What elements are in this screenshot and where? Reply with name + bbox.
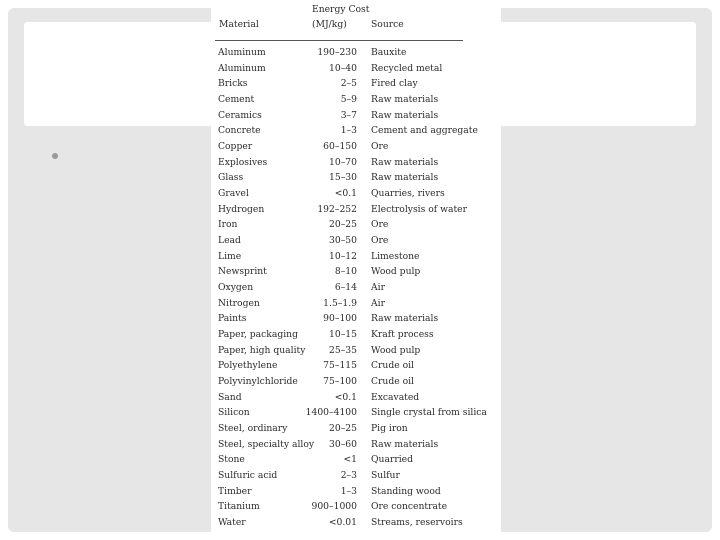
table-row: [211, 408, 501, 424]
cell-energy-cost: 10–40: [329, 62, 357, 74]
table-row: [211, 330, 501, 346]
cell-source: Single crystal from silica: [371, 407, 487, 419]
cell-energy-cost: 1–3: [340, 485, 357, 497]
cell-energy-cost: 6–14: [334, 282, 357, 294]
header-source: Source: [371, 19, 404, 30]
cell-material: Cement: [218, 94, 255, 106]
cell-source: Excavated: [371, 391, 420, 403]
cell-energy-cost: 8–10: [334, 266, 357, 278]
cell-source: Quarried: [371, 454, 413, 466]
table-row: [211, 314, 501, 330]
table-row: [211, 236, 501, 252]
table-row: [211, 518, 501, 534]
cell-energy-cost: 75–100: [323, 376, 357, 388]
cell-source: Raw materials: [371, 109, 439, 121]
cell-material: Paints: [218, 313, 247, 325]
cell-material: Timber: [218, 485, 252, 497]
table-row: [211, 455, 501, 471]
cell-energy-cost: 192–252: [317, 203, 357, 215]
cell-energy-cost: 1400–4100: [305, 407, 357, 419]
cell-energy-cost: 20–25: [329, 219, 357, 231]
cell-energy-cost: 30–50: [329, 235, 357, 247]
cell-source: Kraft process: [371, 329, 434, 341]
cell-source: Wood pulp: [371, 344, 421, 356]
table-row: [211, 220, 501, 236]
header-material: Material: [219, 19, 259, 30]
cell-material: Water: [218, 517, 246, 529]
cell-energy-cost: 25–35: [329, 344, 357, 356]
header-energy-cost: Energy Cost: [312, 4, 370, 15]
cell-energy-cost: 1–3: [340, 125, 357, 137]
cell-material: Explosives: [218, 156, 268, 168]
cell-source: Raw materials: [371, 94, 439, 106]
cell-material: Silicon: [218, 407, 250, 419]
cell-material: Lead: [218, 235, 241, 247]
cell-energy-cost: 30–60: [329, 438, 357, 450]
cell-source: Raw materials: [371, 313, 439, 325]
cell-energy-cost: <0.01: [328, 517, 357, 529]
cell-source: Quarries, rivers: [371, 188, 445, 200]
cell-source: Raw materials: [371, 438, 439, 450]
cell-source: Limestone: [371, 250, 420, 262]
table-row: [211, 173, 501, 189]
cell-source: Fired clay: [371, 78, 418, 90]
cell-material: Paper, packaging: [218, 329, 298, 341]
cell-material: Bricks: [218, 78, 248, 90]
table-row: [211, 158, 501, 174]
cell-material: Steel, ordinary: [218, 423, 288, 435]
energy-cost-table: [211, 0, 501, 540]
cell-energy-cost: 20–25: [329, 423, 357, 435]
cell-source: Standing wood: [371, 485, 441, 497]
cell-material: Stone: [218, 454, 245, 466]
cell-material: Aluminum: [218, 47, 266, 58]
cell-material: Nitrogen: [218, 297, 260, 309]
cell-material: Steel, specialty alloy: [218, 438, 315, 450]
table-row: [211, 205, 501, 221]
table-row: [211, 440, 501, 456]
cell-source: Ore: [371, 219, 389, 231]
cell-material: Lime: [218, 250, 242, 262]
cell-material: Copper: [218, 141, 253, 153]
cell-material: Aluminum: [218, 62, 266, 74]
table-row: [211, 126, 501, 142]
header-rule: [215, 40, 463, 41]
bullet-point: [52, 153, 58, 159]
table-row: [211, 111, 501, 127]
cell-energy-cost: 190–230: [317, 47, 357, 58]
table-row: [211, 424, 501, 440]
cell-material: Sand: [218, 391, 242, 403]
cell-source: Electrolysis of water: [371, 203, 467, 215]
cell-source: Air: [371, 282, 385, 294]
cell-material: Hydrogen: [218, 203, 265, 215]
cell-source: Crude oil: [371, 360, 414, 372]
cell-source: Bauxite: [371, 47, 407, 58]
table-row: [211, 252, 501, 268]
table-row: [211, 487, 501, 503]
cell-material: Polyvinylchloride: [218, 376, 298, 388]
cell-material: Paper, high quality: [218, 344, 306, 356]
cell-material: Newsprint: [218, 266, 267, 278]
cell-energy-cost: <0.1: [334, 188, 357, 200]
table-row: [211, 142, 501, 158]
table-row: [211, 502, 501, 518]
cell-material: Glass: [218, 172, 244, 184]
table-row: [211, 283, 501, 299]
cell-source: Ore concentrate: [371, 501, 448, 513]
cell-energy-cost: 10–12: [329, 250, 357, 262]
cell-energy-cost: 15–30: [329, 172, 357, 184]
cell-energy-cost: 10–70: [329, 156, 357, 168]
cell-source: Pig iron: [371, 423, 408, 435]
cell-source: Sulfur: [371, 470, 400, 482]
cell-energy-cost: 2–3: [340, 470, 357, 482]
cell-energy-cost: 90–100: [323, 313, 357, 325]
cell-material: Iron: [218, 219, 238, 231]
cell-energy-cost: 5–9: [340, 94, 357, 106]
cell-source: Raw materials: [371, 172, 439, 184]
table-row: [211, 346, 501, 362]
table-row: [211, 189, 501, 205]
cell-energy-cost: 900–1000: [311, 501, 357, 513]
cell-energy-cost: 60–150: [323, 141, 357, 153]
cell-source: Ore: [371, 235, 389, 247]
cell-energy-cost: 1.5–1.9: [323, 297, 357, 309]
cell-energy-cost: <0.1: [334, 391, 357, 403]
cell-energy-cost: 10–15: [329, 329, 357, 341]
table-row: [211, 267, 501, 283]
table-row: [211, 48, 501, 64]
header-units: (MJ/kg): [312, 19, 347, 30]
cell-source: Cement and aggregate: [371, 125, 478, 137]
cell-energy-cost: 75–115: [323, 360, 357, 372]
table-row: [211, 64, 501, 80]
cell-source: Streams, reservoirs: [371, 517, 463, 529]
table-body: [211, 48, 501, 534]
cell-source: Raw materials: [371, 156, 439, 168]
cell-source: Wood pulp: [371, 266, 421, 278]
cell-source: Recycled metal: [371, 62, 443, 74]
cell-source: Air: [371, 297, 385, 309]
table-row: [211, 471, 501, 487]
cell-material: Polyethylene: [218, 360, 278, 372]
table-row: [211, 377, 501, 393]
cell-material: Oxygen: [218, 282, 254, 294]
cell-source: Crude oil: [371, 376, 414, 388]
cell-material: Concrete: [218, 125, 261, 137]
table-row: [211, 95, 501, 111]
cell-energy-cost: <1: [343, 454, 357, 466]
table-row: [211, 299, 501, 315]
cell-material: Gravel: [218, 188, 249, 200]
cell-material: Sulfuric acid: [218, 470, 278, 482]
cell-source: Ore: [371, 141, 389, 153]
cell-energy-cost: 2–5: [340, 78, 357, 90]
cell-material: Titanium: [218, 501, 260, 513]
table-row: [211, 361, 501, 377]
cell-energy-cost: 3–7: [340, 109, 357, 121]
cell-material: Ceramics: [218, 109, 262, 121]
table-row: [211, 79, 501, 95]
table-row: [211, 393, 501, 409]
